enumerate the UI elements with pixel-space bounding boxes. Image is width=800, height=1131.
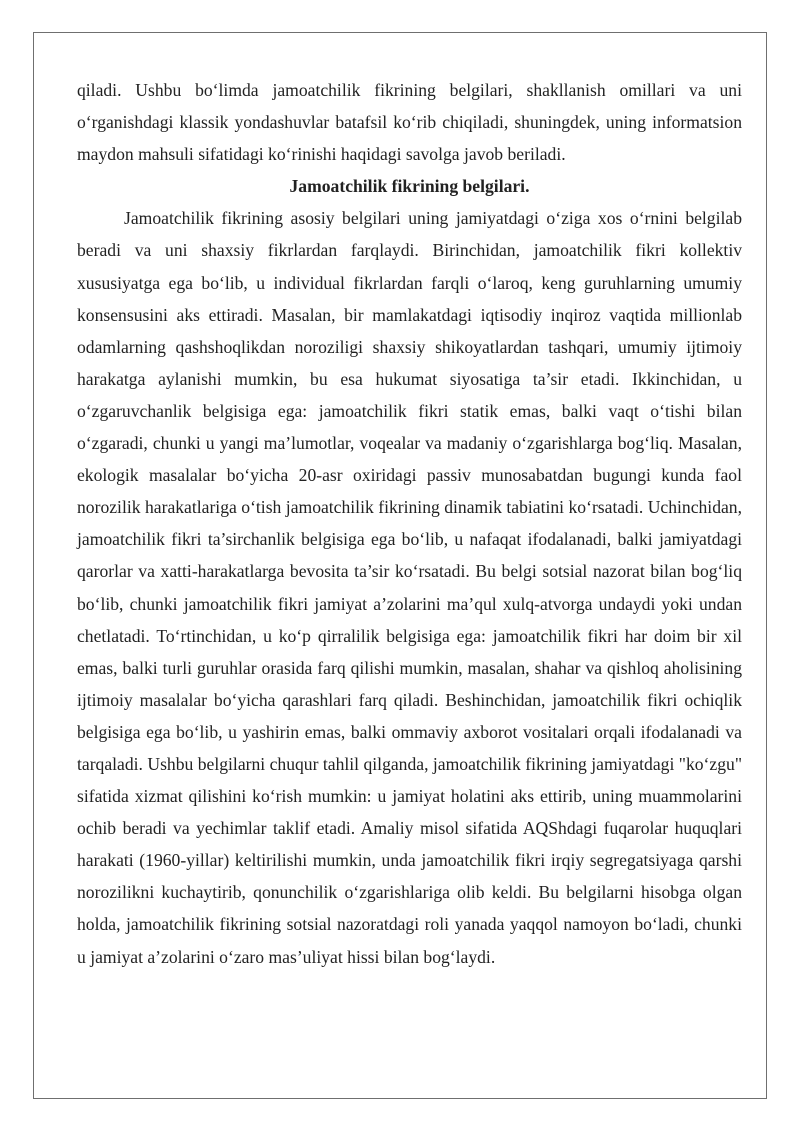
- section-heading: Jamoatchilik fikrining belgilari.: [289, 176, 530, 197]
- document-body: [77, 74, 742, 973]
- intro-paragraph: qiladi. Ushbu bo‘limda jamoatchilik fikrining belgilari, shakllanish omillari va uni o‘rganishdagi klassik yondashuvlar batafsil ko‘rib chiqiladi, shuningdek, uning informatsion maydon mahsuli sifatidagi ko‘rinishi haqidagi savolga javob beriladi.: [77, 80, 742, 165]
- main-paragraph: Jamoatchilik fikrining asosiy belgilari uning jamiyatdagi o‘ziga xos o‘rnini belgilab beradi va uni shaxsiy fikrlardan farqlaydi. Birinchidan, jamoatchilik fikri kollektiv xususiyatga ega bo‘lib, u individual fikrlardan farqli o‘laroq, keng guruhlarning umumiy konsensusini aks ettiradi. Masalan, bir mamlakatdagi iqtisodiy inqiroz vaqtida millionlab odamlarning qashshoqlikdan noroziligi shaxsiy shikoyatlardan tashqari, umumiy ijtimoiy harakatga aylanishi mumkin, bu esa hukumat siyosatiga ta’sir etadi. Ikkinchidan, u o‘zgaruvchanlik belgisiga ega: jamoatchilik fikri statik emas, balki vaqt o‘tishi bilan o‘zgaradi, chunki u yangi ma’lumotlar, voqealar va madaniy o‘zgarishlarga bog‘liq. Masalan, ekologik masalalar bo‘yicha 20-asr oxiridagi passiv munosabatdan bugungi kunda faol norozilik harakatlariga o‘tish jamoatchilik fikrining dinamik tabiatini ko‘rsatadi. Uchinchidan, jamoatchilik fikri ta’sirchanlik belgisiga ega bo‘lib, u nafaqat ifodalanadi, balki jamiyatdagi qarorlar va xatti-harakatlarga bevosita ta’sir ko‘rsatadi. Bu belgi sotsial nazorat bilan bog‘liq bo‘lib, chunki jamoatchilik fikri jamiyat a’zolarini ma’qul xulq-atvorga undaydi yoki undan chetlatadi. To‘rtinchidan, u ko‘p qirralilik belgisiga ega: jamoatchilik fikri har doim bir xil emas, balki turli guruhlar orasida farq qilishi mumkin, masalan, shahar va qishloq aholisining ijtimoiy masalalar bo‘yicha qarashlari farq qiladi. Beshinchidan, jamoatchilik fikri ochiqlik belgisiga ega bo‘lib, u yashirin emas, balki ommaviy axborot vositalari orqali ifodalanadi va tarqaladi. Ushbu belgilarni chuqur tahlil qilganda, jamoatchilik fikrining jamiyatdagi "ko‘zgu" sifatida xizmat qilishini ko‘rish mumkin: u jamiyat holatini aks ettirib, uning muammolarini ochib beradi va yechimlar taklif etadi. Amaliy misol sifatida AQShdagi fuqarolar huquqlari harakati (1960-yillar) keltirilishi mumkin, unda jamoatchilik fikri irqiy segregatsiyaga qarshi norozilikni kuchaytirib, qonunchilik o‘zgarishlariga olib keldi. Bu belgilarni hisobga olgan holda, jamoatchilik fikrining sotsial nazoratdagi roli yanada yaqqol namoyon bo‘ladi, chunki u jamiyat a’zolarini o‘zaro mas’uliyat hissi bilan bog‘laydi.: [77, 208, 742, 967]
